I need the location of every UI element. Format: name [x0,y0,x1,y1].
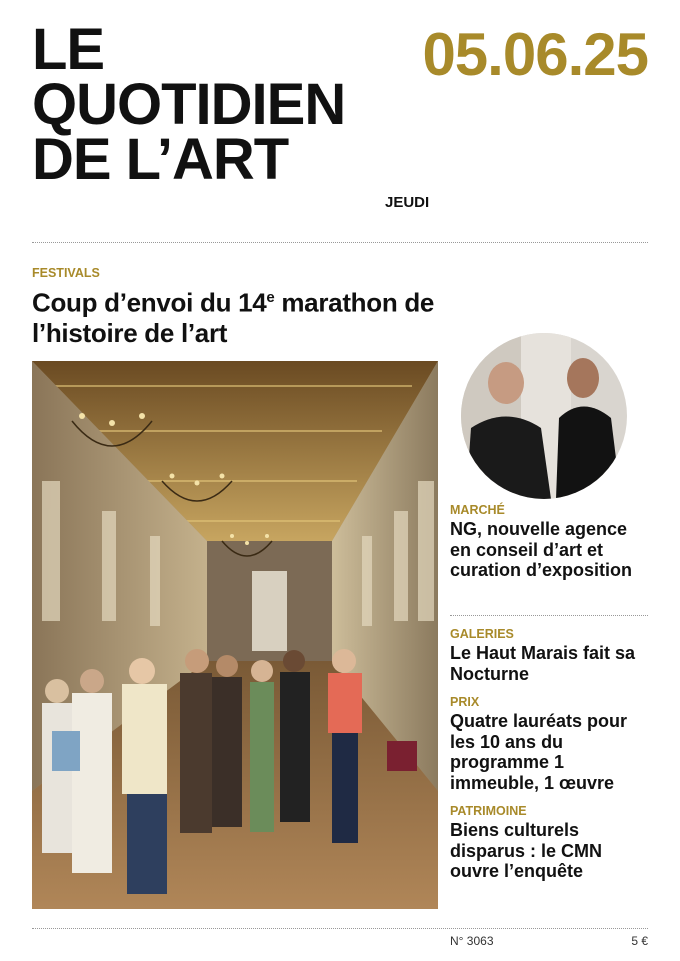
divider-side [450,615,648,616]
issue-price: 5 € [631,934,648,948]
side-story-prix[interactable] [450,695,650,793]
masthead-line-1: LE [32,17,105,82]
divider-top [32,242,648,243]
main-story-photo[interactable] [32,361,438,909]
side-story-title[interactable]: Quatre lauréats pour les 10 ans du programme 1 immeuble, 1 œuvre [450,711,628,793]
side-story-rubric: PRIX [450,695,480,709]
masthead-line-3: DE L’ART [32,127,289,192]
portrait-photo[interactable] [461,333,627,499]
masthead-line-2: QUOTIDIEN [32,72,346,137]
side-story-galeries[interactable] [450,627,650,684]
side-story-title[interactable]: Le Haut Marais fait sa Nocturne [450,643,636,684]
gallery-photo-image [32,361,438,909]
masthead-title [32,17,452,192]
side-story-title[interactable]: Biens culturels disparus : le CMN ouvre l’enquête [450,820,603,881]
issue-date: 05.06.25 [422,21,648,88]
issue-day: JEUDI [385,194,430,211]
side-story-marche[interactable] [450,503,650,581]
divider-bottom [32,928,648,929]
side-story-rubric: PATRIMOINE [450,804,527,818]
side-story-rubric: GALERIES [450,627,514,641]
main-story-title[interactable]: Coup d’envoi du 14e marathon de l’histoire de l’art [32,287,435,348]
portrait-image [461,333,627,499]
side-story-rubric: MARCHÉ [450,503,505,517]
main-story-rubric: FESTIVALS [32,266,100,280]
side-story-patrimoine[interactable] [450,804,650,882]
side-story-title[interactable]: NG, nouvelle agence en conseil d’art et curation d’exposition [450,519,633,580]
issue-number: N° 3063 [450,934,494,948]
